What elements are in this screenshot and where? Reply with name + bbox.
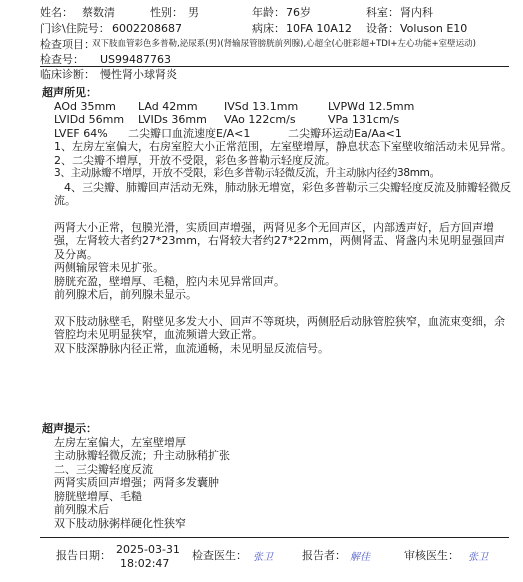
patient-name: 蔡数清 <box>82 6 115 19</box>
patient-device: Voluson E10 <box>400 22 468 35</box>
finding-prostate: 前列腺术后，前列腺未显示。 <box>54 288 197 301</box>
examiner-signature: 张卫 <box>253 552 273 563</box>
measurement-vpa: VPa 131cm/s <box>328 113 400 126</box>
measurement-mitral-annulus: 二尖瓣环运动Ea/Aa<1 <box>288 126 402 140</box>
finding-heart-2: 2、二尖瓣不增厚，开放不受限，彩色多普勒示轻度反流。 <box>54 153 336 167</box>
finding-heart-4: 4、三尖瓣、肺瓣回声活动无殊，肺动脉无增宽，彩色多普勒示三尖瓣轻度反流及肺瓣轻微反流。 <box>54 180 511 207</box>
conclusion-line-2: 主动脉瓣轻微反流；升主动脉稍扩张 <box>54 449 230 462</box>
patient-gender: 男 <box>188 6 199 19</box>
finding-artery: 双下肢动脉壁毛，附壁见多发大小、回声不等斑块，两侧胫后动脉管腔狭窄，血流束变细，余管腔均未见明显狭窄，血流频谱大致正常。 <box>54 314 505 341</box>
measurement-lvpwd: LVPWd 12.5mm <box>328 99 415 113</box>
examiner-label: 检查医生： <box>192 549 247 562</box>
footer-divider <box>40 537 509 538</box>
reviewer-signature: 张卫 <box>468 552 488 563</box>
finding-kidney-1: 两肾大小正常，包膜光滑，实质回声增强，两肾见多个无回声区，内部透声好，后方回声增强，左肾较大者约27*23mm，右肾较大者约27*22mm，两侧肾盂、肾盏内未见明显强回声及分离。 <box>54 220 505 261</box>
conclusion-line-3: 二、三尖瓣轻度反流 <box>54 462 153 476</box>
measurement-lvidd: LVIDd 56mm <box>54 113 125 126</box>
diagnosis-label: 临床诊断： <box>40 68 95 81</box>
conclusion-line-4: 两肾实质回声增强；两肾多发囊肿 <box>54 476 219 489</box>
finding-vein: 双下肢深静脉内径正常，血流通畅，未见明显反流信号。 <box>54 341 329 355</box>
conclusion-line-5: 膀胱壁增厚、毛糙 <box>54 489 142 503</box>
finding-bladder: 膀胱充盈，壁增厚、毛糙，腔内未见异常回声。 <box>54 274 285 288</box>
findings-title: 超声所见： <box>42 86 97 99</box>
age-label: 年龄： <box>252 6 285 19</box>
measurement-mitral-ea: 二尖瓣口血流速度E/A<1 <box>128 126 251 140</box>
measurements-row-1 <box>42 100 512 114</box>
dept-label: 科室： <box>366 6 399 19</box>
conclusion-line-6: 前列腺术后 <box>54 503 109 516</box>
clinical-diagnosis: 慢性肾小球肾炎 <box>100 68 177 81</box>
exam-number: US99487763 <box>100 53 172 66</box>
conclusion-section <box>42 422 230 530</box>
finding-ureter: 两侧输尿管未见扩张。 <box>54 261 164 274</box>
findings-section <box>42 86 512 355</box>
exam-no-label: 检查号： <box>40 53 84 66</box>
report-time: 18:02:47 <box>120 557 170 570</box>
gender-label: 性别： <box>150 6 183 19</box>
measurement-aod: AOd 35mm <box>54 99 116 113</box>
patient-dept: 肾内科 <box>400 6 433 19</box>
patient-id: 6002208687 <box>112 22 182 35</box>
measurements-row-3 <box>42 127 512 141</box>
measurement-lvids: LVIDs 36mm <box>138 113 207 126</box>
patient-age: 76岁 <box>286 6 311 19</box>
patient-ward: 10FA 10A12 <box>286 22 352 35</box>
name-label: 姓名： <box>40 6 73 19</box>
measurement-lvef: LVEF 64% <box>54 126 108 140</box>
measurement-vao: VAo 122cm/s <box>224 113 296 126</box>
report-date-label: 报告日期： <box>56 549 111 562</box>
exam-label: 检查项目： <box>40 38 95 51</box>
measurement-ivsd: IVSd 13.1mm <box>224 99 299 113</box>
reviewer-label: 审核医生： <box>404 549 459 562</box>
report-date: 2025-03-31 <box>116 543 180 556</box>
finding-heart-1: 1、左房左室偏大，右房室腔大小正常范围，左室壁增厚，静息状态下室壁收缩活动未见异常。 <box>54 140 512 153</box>
conclusion-title: 超声提示： <box>42 422 97 435</box>
device-label: 设备： <box>366 22 399 35</box>
measurements-row-2 <box>42 113 512 127</box>
measurement-lad: LAd 42mm <box>138 99 198 113</box>
conclusion-line-7: 双下肢动脉粥样硬化性狭窄 <box>54 516 186 530</box>
reporter-signature: 解佳 <box>350 552 370 563</box>
reporter-label: 报告者： <box>302 549 346 562</box>
finding-heart-3: 3、主动脉瓣不增厚，开放不受限，彩色多普勒示轻微反流，升主动脉内径约38mm。 <box>54 167 440 179</box>
exam-items: 双下肢血管彩色多普勒,泌尿系(男)(肾输尿管膀胱前列腺),心超全(心脏彩超+TDI+左心功能+室壁运动) <box>92 39 476 49</box>
ward-label: 病床： <box>252 22 285 35</box>
id-label: 门诊\住院号： <box>40 22 110 35</box>
conclusion-line-1: 左房左室偏大，左室壁增厚 <box>54 435 186 449</box>
header-divider <box>40 66 509 67</box>
